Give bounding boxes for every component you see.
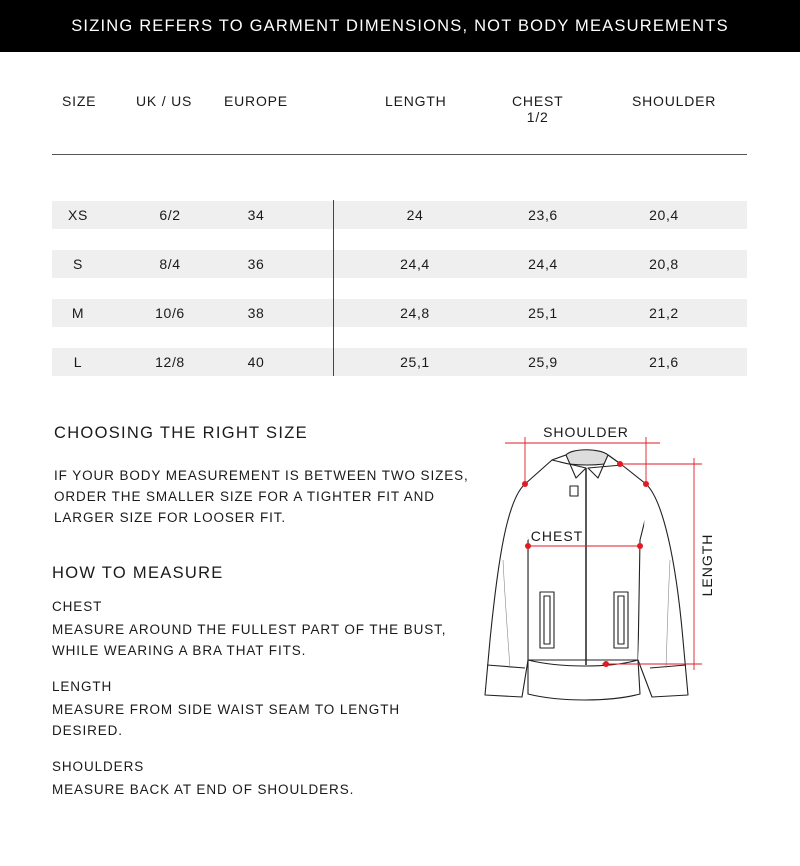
- header-chest-line2: 1/2: [526, 109, 549, 125]
- choosing-text: [54, 465, 469, 528]
- header-shoulder: SHOULDER: [632, 93, 717, 109]
- cell-uk-us: 8/4: [159, 256, 181, 272]
- cell-chest: 23,6: [528, 207, 558, 223]
- header-chest-line1: CHEST: [512, 93, 564, 109]
- jacket-outline: [485, 450, 688, 700]
- cell-shoulder: 20,4: [649, 207, 679, 223]
- sizing-banner: [0, 0, 800, 52]
- length-text: [52, 699, 400, 741]
- cell-size: L: [73, 354, 83, 370]
- chest-label: CHEST: [530, 528, 584, 544]
- shoulders-text: [52, 779, 354, 800]
- cell-chest: 25,1: [528, 305, 558, 321]
- cell-length: 24: [406, 207, 424, 223]
- table-row: [52, 348, 747, 376]
- cell-length: 24,8: [400, 305, 430, 321]
- cell-uk-us: 12/8: [155, 354, 185, 370]
- choosing-line: IF YOUR BODY MEASUREMENT IS BETWEEN TWO SIZES,: [54, 468, 469, 483]
- cell-europe: 38: [247, 305, 265, 321]
- cell-europe: 36: [247, 256, 265, 272]
- choosing-line: LARGER SIZE FOR LOOSER FIT.: [54, 510, 287, 525]
- shoulders-title: SHOULDERS: [52, 759, 145, 774]
- choosing-title: CHOOSING THE RIGHT SIZE: [54, 424, 308, 442]
- length-line: MEASURE FROM SIDE WAIST SEAM TO LENGTH: [52, 702, 400, 717]
- cell-shoulder: 21,2: [649, 305, 679, 321]
- chest-text: [52, 619, 446, 661]
- chest-line: MEASURE AROUND THE FULLEST PART OF THE BUST,: [52, 622, 447, 637]
- shoulders-line: MEASURE BACK AT END OF SHOULDERS.: [52, 782, 355, 797]
- header-size: SIZE: [62, 93, 97, 109]
- cell-shoulder: 20,8: [649, 256, 679, 272]
- column-divider: [333, 200, 334, 376]
- header-uk-us: UK / US: [136, 93, 193, 109]
- table-row: [52, 250, 747, 278]
- length-line: DESIRED.: [52, 723, 123, 738]
- length-label: LENGTH: [699, 533, 715, 597]
- chest-title: CHEST: [52, 599, 103, 614]
- cell-chest: 24,4: [528, 256, 558, 272]
- length-title: LENGTH: [52, 679, 113, 694]
- header-divider: [52, 154, 747, 155]
- cell-shoulder: 21,6: [649, 354, 679, 370]
- choosing-line: ORDER THE SMALLER SIZE FOR A TIGHTER FIT AND: [54, 489, 435, 504]
- cell-length: 25,1: [400, 354, 430, 370]
- chest-line: WHILE WEARING A BRA THAT FITS.: [52, 643, 307, 658]
- how-to-measure-title: HOW TO MEASURE: [52, 564, 224, 582]
- shoulder-label: SHOULDER: [543, 424, 629, 440]
- cell-size: S: [73, 256, 83, 272]
- cell-size: XS: [68, 207, 88, 223]
- cell-size: M: [71, 305, 85, 321]
- header-length: LENGTH: [385, 93, 447, 109]
- cell-length: 24,4: [400, 256, 430, 272]
- jacket-diagram: [470, 415, 730, 715]
- cell-chest: 25,9: [528, 354, 558, 370]
- table-row: [52, 299, 747, 327]
- header-europe: EUROPE: [224, 93, 288, 109]
- table-row: [52, 201, 747, 229]
- banner-text: SIZING REFERS TO GARMENT DIMENSIONS, NOT BODY MEASUREMENTS: [71, 16, 729, 35]
- cell-uk-us: 10/6: [155, 305, 185, 321]
- cell-uk-us: 6/2: [159, 207, 181, 223]
- cell-europe: 40: [247, 354, 265, 370]
- header-chest: [512, 93, 563, 125]
- cell-europe: 34: [247, 207, 265, 223]
